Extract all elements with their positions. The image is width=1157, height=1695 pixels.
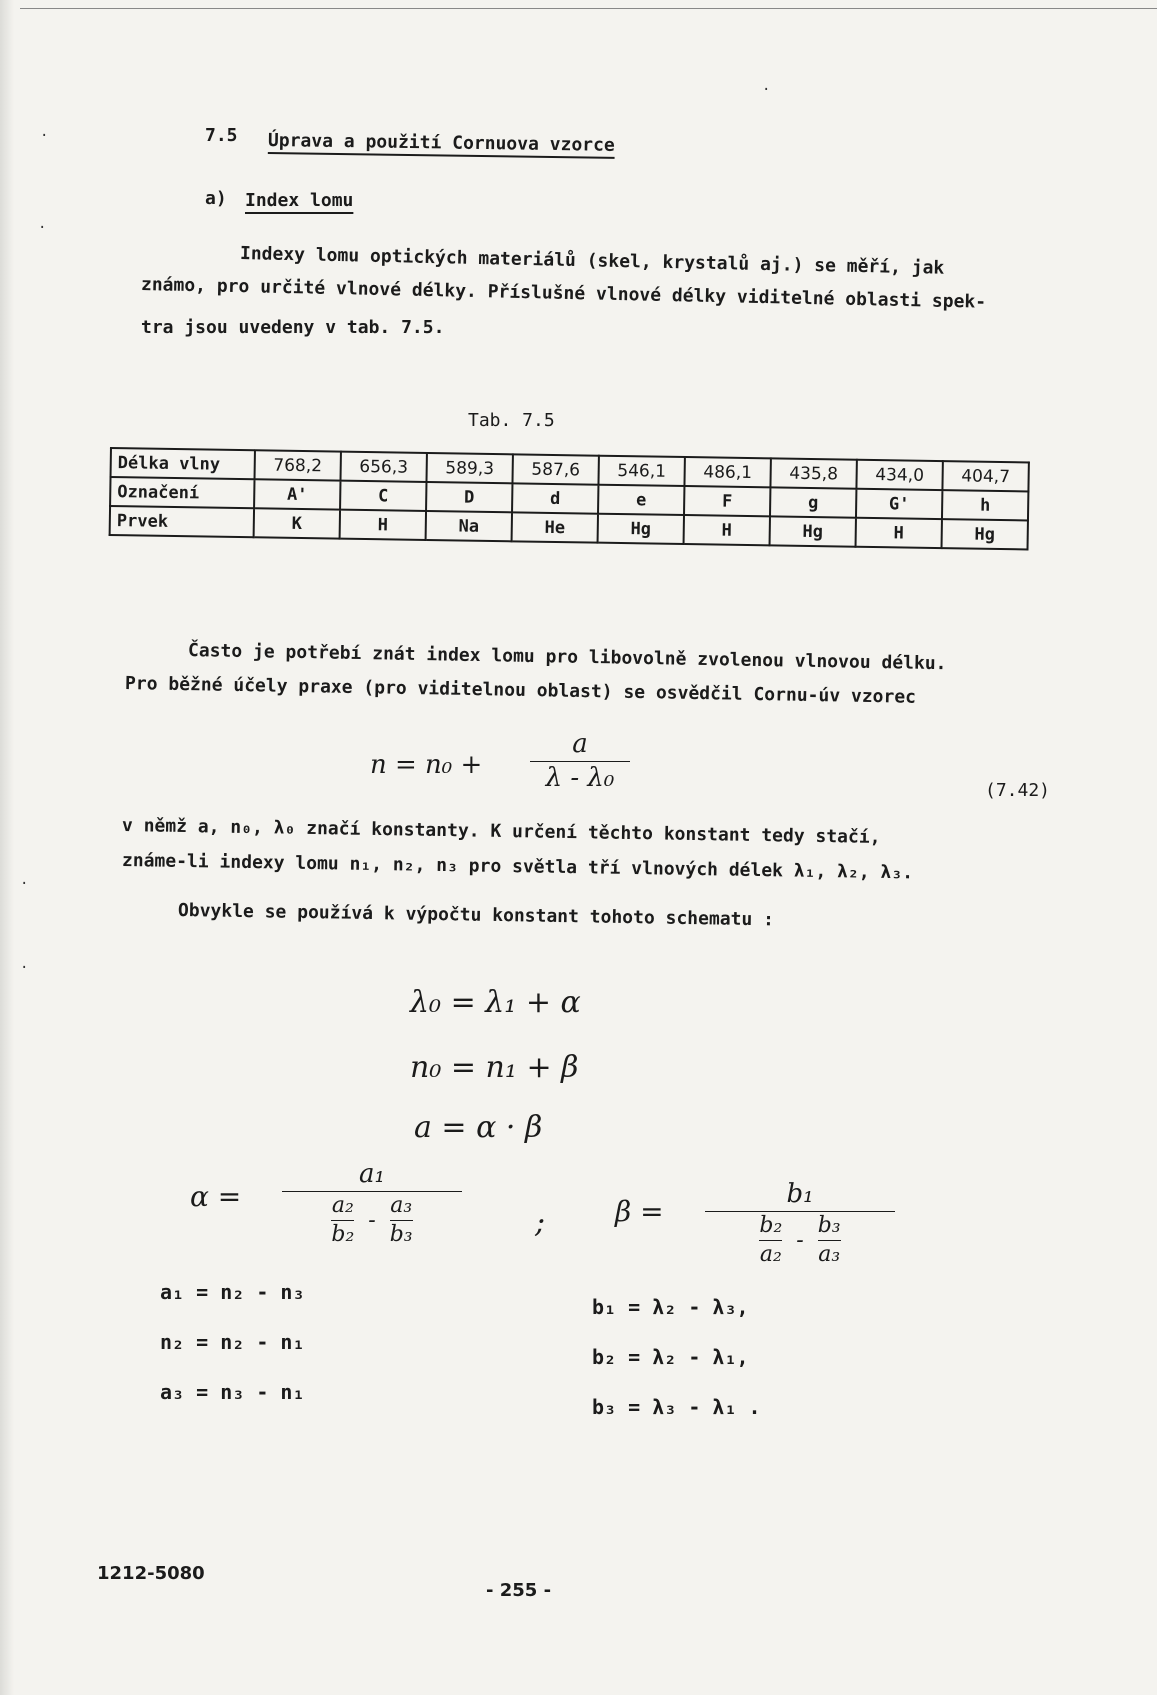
alpha-numerator: a₁ [359,1159,385,1189]
scan-speck: · [762,82,771,98]
subsection-label: a) [205,188,227,209]
row-header: Prvek [110,506,254,537]
beta-numerator: b₁ [786,1179,814,1209]
table-cell: h [942,490,1028,520]
subsection-title: Index lomu [245,190,354,211]
scan-speck: · [38,220,47,236]
scan-speck: · [20,960,29,976]
alpha-sub-fraction-right [390,1194,413,1247]
minus-sign: - [368,1207,376,1233]
alpha-lhs: α = [190,1180,242,1213]
page-number: - 255 - [486,1580,552,1601]
sub-denominator: b₃ [389,1221,413,1247]
def-b3: b₃ = λ₃ - λ₁ . [592,1395,761,1419]
table-cell: 768,2 [255,450,341,480]
scan-speck: · [40,128,49,144]
fraction-bar [390,1220,413,1221]
table-cell: H [340,510,426,540]
equation-a: a = α · β [414,1110,543,1145]
fraction-bar [331,1220,354,1221]
table-cell: Hg [770,516,856,546]
table-cell: e [598,485,684,515]
def-b2: b₂ = λ₂ - λ₁, [592,1345,749,1369]
formula-main-numerator: a [572,729,588,759]
formula-main-denominator: λ - λ₀ [545,762,615,793]
alpha-fraction [282,1160,462,1247]
para2-line-1: Často je potřebí znát index lomu pro libovolně zvolenou vlnovou délku. [187,640,947,675]
table-cell: g [770,487,856,517]
row-header: Označení [110,477,254,508]
table-cell: 434,0 [856,460,942,490]
table-cell: H [856,518,942,548]
para3-line-3: Obvykle se používá k výpočtu konstant tohoto schematu : [177,900,775,931]
fraction-bar [759,1240,782,1241]
table-cell: F [684,486,770,516]
fraction-bar [818,1240,841,1241]
table-cell: Hg [598,514,684,544]
intro-line-2: známo, pro určité vlnové délky. Příslušné vlnové délky viditelné oblasti spek- [140,274,987,313]
fraction-bar [705,1211,895,1212]
alpha-sub-fraction-left [331,1194,354,1247]
table-cell: Na [426,511,512,541]
def-n2: n₂ = n₂ - n₁ [160,1330,305,1354]
def-b1: b₁ = λ₂ - λ₃, [592,1295,749,1319]
beta-sub-fraction-right [818,1214,841,1267]
table-cell: 587,6 [512,454,598,484]
table-cell: Hg [942,519,1028,549]
sub-denominator: b₂ [331,1221,355,1247]
sub-numerator: a₂ [331,1192,354,1218]
footer-code: 1212-5080 [97,1563,205,1584]
def-a3: a₃ = n₃ - n₁ [160,1380,305,1404]
sub-numerator: b₃ [817,1212,841,1238]
table-cell: C [340,481,426,511]
intro-line-1: Indexy lomu optických materiálů (skel, krystalů aj.) se měří, jak [239,243,945,279]
para2-line-2: Pro běžné účely praxe (pro viditelnou oblast) se osvědčil Cornu-úv vzorec [124,673,917,708]
table-cell: D [426,482,512,512]
table-caption: Tab. 7.5 [468,410,555,431]
scan-top-rule [20,8,1157,9]
beta-denominator [759,1214,840,1267]
sub-numerator: b₂ [759,1212,783,1238]
equation-n0: n₀ = n₁ + β [410,1050,579,1085]
section-title: Úprava a použití Cornuova vzorce [267,130,615,156]
sub-denominator: a₂ [759,1241,782,1267]
beta-lhs: β = [615,1195,664,1228]
table-cell: 486,1 [684,457,770,487]
table-cell: H [684,515,770,545]
alpha-denominator [331,1194,412,1247]
fraction-bar [530,761,630,762]
table-cell: K [254,508,340,538]
row-header: Délka vlny [111,448,255,479]
beta-sub-fraction-left [759,1214,782,1267]
def-a1: a₁ = n₂ - n₃ [160,1280,305,1304]
intro-line-3: tra jsou uvedeny v tab. 7.5. [141,317,445,338]
table-cell: 404,7 [942,461,1028,491]
table-cell: 589,3 [426,453,512,483]
sub-numerator: a₃ [390,1192,413,1218]
wavelength-table [109,447,1030,550]
formula-main-lhs: n = n₀ + [370,750,483,780]
table-cell: 435,8 [770,458,856,488]
beta-fraction [705,1180,895,1267]
table-cell: G' [856,489,942,519]
page-left-edge-shadow [0,0,14,1695]
separator-semicolon: ; [535,1205,546,1240]
minus-sign: - [796,1227,804,1253]
table-cell: d [512,483,598,513]
table-cell: He [512,512,598,542]
fraction-bar [282,1191,462,1192]
table-cell: 546,1 [598,456,684,486]
formula-main-fraction [530,730,630,792]
table-cell: 656,3 [341,452,427,482]
para3-line-1: v němž a, n₀, λ₀ značí konstanty. K určení těchto konstant tedy stačí, [121,815,881,848]
equation-lambda0: λ₀ = λ₁ + α [410,985,581,1020]
para3-line-2: známe-li indexy lomu n₁, n₂, n₃ pro světla tří vlnových délek λ₁, λ₂, λ₃. [121,850,914,884]
section-number: 7.5 [205,125,238,146]
sub-denominator: a₃ [818,1241,841,1267]
table-cell: A' [254,479,340,509]
formula-number: (7.42) [985,780,1051,801]
scan-speck: · [20,876,29,892]
